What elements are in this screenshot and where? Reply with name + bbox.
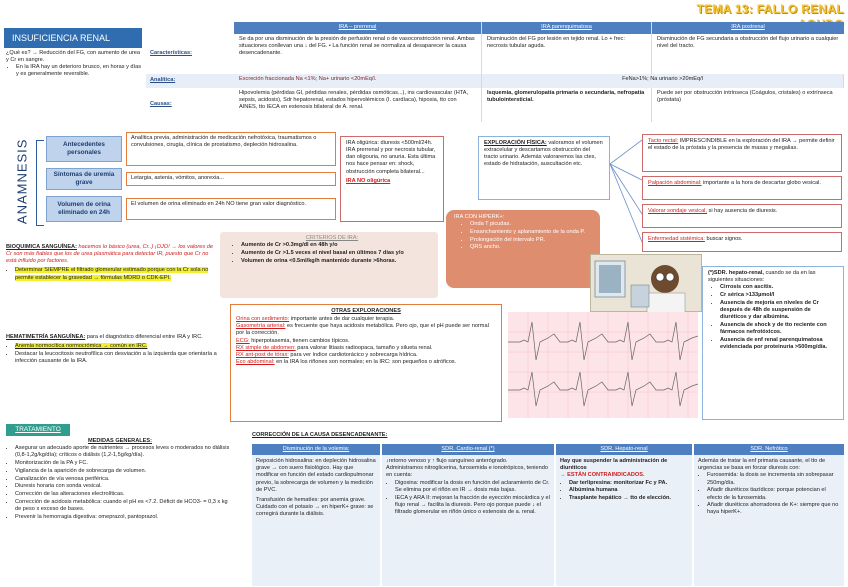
table-header-row <box>146 22 844 34</box>
table-row <box>146 34 844 74</box>
general-measures-block <box>6 438 234 586</box>
criteria-item: • Volumen de orina <0.5ml/kg/h mantenido durante >6horas. <box>241 258 432 265</box>
anamnesis-heading <box>10 136 36 226</box>
other-exam-item <box>236 316 496 323</box>
hematimetria-text: para el diagnóstico diferencial entre IRA y IRC. <box>86 334 203 340</box>
measure-item: • Vigilancia de la aparición de sobrecarga de volumen. <box>15 468 234 475</box>
other-exam-label: ECG: <box>236 337 250 344</box>
correction-cell <box>252 455 380 586</box>
anamnesis-label: Antecedentes personales <box>46 136 122 162</box>
other-exam-text: en la IRA los riñones son normales; en la IRC: son pequeños o atróficos. <box>276 359 457 366</box>
measure-item: • Monitorización de la PA y FC. <box>15 460 234 467</box>
table-header: IRA postrenal <box>652 22 844 34</box>
oliguric-text: IRA oligúrica: diuresis <500ml/24h. IRA prerrenal y por necrosis tubular, dan oligouria, no anuria. Esta última nos hace pensar en: shock, obstrucción completa bilateral... <box>346 140 436 175</box>
anamnesis-text: Letargia, astenia, vómitos, anorexia... <box>126 172 336 186</box>
hepatorenal-item: • Cr sérica >133µmol/l <box>720 292 838 299</box>
correction-cell <box>382 455 554 586</box>
correction-text: Administramos nitroglicerina, furosemida e ionotrópicos, teniendo en cuenta: <box>386 465 548 479</box>
bioquimica-bullet-text: Determinar SIEMPRE el filtrado glomerular estimado porque con la Cr sola no permite establecer la gravedad → fórmulas MDRD o CDK-EPI. <box>15 267 209 281</box>
table-cell: Se da por una disminución de la presión de perfusión renal o de vasoconstricción renal. Ambas situaciones conllevan una ↓ del FG. • La función renal se normaliza al desaparecer la causa desencadenante. <box>234 34 482 74</box>
correction-cell <box>556 455 692 586</box>
correction-item: • Dar terlipresina: monitorizar Fc y PA. <box>569 480 688 487</box>
other-exam-label: Gasometría arterial: <box>236 323 286 330</box>
correction-header: SDR. Cardio-renal (*) <box>382 444 554 455</box>
hyperk-item: • Ensanchamiento y aplanamiento de la onda P. <box>470 229 592 236</box>
correction-item: • Furosemida: la dosis se incrementa sin sobrepasar 250mg/día. <box>707 472 840 486</box>
anamnesis-title: ANAMNESIS <box>14 138 30 224</box>
correction-item: • Añadir diuréticos tiazídicos: porque potencian el efecto de la furosemida. <box>707 487 840 501</box>
correction-item: Transfusión de hematíes: por anemia grave. Cuidado con el potasio → en hiperK+ grave: se corregirá durante la diálisis. <box>256 496 374 518</box>
correction-item: • Trasplante hepático → tto de elección. <box>569 495 688 502</box>
other-exam-text: importante antes de dar cualquier terapia. <box>290 316 395 323</box>
exam-text: buscar signos. <box>706 236 743 242</box>
hyperk-item: • QRS ancho. <box>470 244 592 251</box>
hematimetria-title: HEMATIMETRÍA SANGUÍNEA: <box>6 334 86 340</box>
other-exam-label: Eco abdominal: <box>236 359 275 366</box>
other-exams-box <box>230 304 502 422</box>
correction-item: • IECA y ARA II: mejoran la fracción de eyección miocárdica y el flujo renal → facilita la diuresis. Pero ojo porque puede ↓ el filtrado glomerular en riñón único o estenosis de a. renal. <box>395 495 550 516</box>
exam-label: Palpación abdominal: <box>648 180 702 186</box>
physical-exam-title: EXPLORACIÓN FÍSICA: <box>484 140 547 146</box>
correction-item: • Albúmina humana <box>569 487 688 494</box>
treatment-label: TRATAMIENTO <box>6 424 70 436</box>
intro-bullet <box>16 64 144 78</box>
correction-intro: ↓retorno venoso y ↑ flujo sanguíneo anterógrado. <box>386 458 508 465</box>
correction-header: Disminución de la volemia: <box>252 444 380 455</box>
criteria-item: • Aumento de Cr >1.5 veces el nivel basal en últimos 7 días y/o <box>241 250 432 257</box>
exam-label: Enfermedad sistémica: <box>648 236 705 242</box>
correction-item: • Añadir diuréticos ahorradores de K+: siempre que no haya hiperK+. <box>707 502 840 516</box>
connector-lines <box>608 134 644 250</box>
measure-item: • Corrección de las alteraciones electrolíticas. <box>15 491 234 498</box>
section-title: INSUFICIENCIA RENAL <box>4 28 142 48</box>
table-cell: Isquemia, glomerulopatía primaria o secundaria, nefropatía tubulointersticial. <box>482 88 652 122</box>
row-label: Causas: <box>150 101 172 108</box>
exam-label: Valorar sondaje vesical, <box>648 208 707 214</box>
table-header: IRA parenquimatosa <box>482 22 652 34</box>
hepatorenal-intro: cuando se da en las siguientes situaciones: <box>708 270 816 284</box>
criteria-box <box>220 232 438 298</box>
page-title: TEMA 13: FALLO RENAL <box>696 2 844 16</box>
exam-label: Tacto rectal: <box>648 138 679 144</box>
ecg-strip <box>508 312 698 418</box>
correction-header: SDR. Hepato-renal <box>556 444 692 455</box>
hepatorenal-item: • Ausencia de shock y de tto reciente con fármacos nefrotóxicos. <box>720 322 838 336</box>
table-cell: FeNa>1%; Na urinario >20mEq/l <box>482 74 844 88</box>
intro-bullet-text: En la IRA hay un deterioro brusco, en horas y días y es generalmente reversible. <box>16 64 141 78</box>
other-exam-label: RX ant-post de tórax: <box>236 351 289 358</box>
other-exams-title: OTRAS EXPLORACIONES <box>331 308 401 314</box>
measure-item: • Corrección de acidosis metabólica: cuando el pH es <7.2. Déficit de HCO3- = 0,3 x kg de peso x exceso de bases. <box>15 499 234 513</box>
correction-warning: → ESTÁN CONTRAINDICADOS. <box>560 472 645 479</box>
correction-title <box>252 432 552 442</box>
physical-exam-text: valoramos el volumen extracelular y descartamos obstrucción del tracto urinario. Además valoraremos las ctes, estado de hidratación, auscultación etc. <box>484 140 603 168</box>
exam-sistemica <box>642 232 842 252</box>
table-cell: Disminución de FG secundaria a obstrucción del flujo urinario a cualquier nivel del tracto. <box>657 36 839 50</box>
other-exam-label: Orina con sedimento: <box>236 316 290 323</box>
doctor-drawing <box>591 255 703 313</box>
other-exam-text: es frecuente que haya acidosis metabólica. Pero ojo, que el pH puede ser normal por la corrección. <box>236 323 489 337</box>
other-exam-text: para valorar litiasis radioopaca, tamaño y silueta renal. <box>297 344 433 351</box>
correction-item: • Digoxina: modificar la dosis en función del aclaramiento de Cr. Se elimina por el riñón en IR → dosis más bajas. <box>395 480 550 494</box>
correction-cell <box>694 455 844 586</box>
bioquimica-text: hacemos lo básico (urea, Cr..) ¡OJO! → los valores de Cr son más fiables que los de urea plasmática para detectar IR, puesto que Cr no está influido por factores. <box>6 244 213 265</box>
bioquimica-title: BIOQUIMICA SANGUÍNEA: <box>6 244 77 250</box>
correction-col-hepatorenal <box>556 444 692 586</box>
hematimetria-bullet <box>15 343 220 350</box>
other-exam-item <box>236 338 496 345</box>
doctor-illustration <box>590 254 702 312</box>
other-exam-item <box>236 323 496 337</box>
other-exam-item <box>236 352 496 359</box>
table-row <box>146 88 844 122</box>
general-measures-title: MEDIDAS GENERALES: <box>87 438 153 444</box>
criteria-title: CRITERIOS DE IRA: <box>305 235 359 241</box>
hepatorenal-item: • Ausencia de mejoría en niveles de Cr después de 48h de suspensión de diuréticos y dar albúmina. <box>720 300 838 321</box>
hepatorenal-item: • Ausencia de enf renal parenquimatosa evidenciada por proteinuria >500mg/día. <box>720 337 838 351</box>
table-corner <box>146 22 234 34</box>
hematimetria-bullet-text: Destacar la leucocitosis neutrofílica con desviación a la izquierda que orientaría a infección causante de la IRA. <box>15 350 217 365</box>
other-exam-item <box>236 359 496 366</box>
hyperk-item: • Prolongación del intervalo PR. <box>470 237 592 244</box>
anamnesis-text: Analítica previa, administración de medicación nefrotóxica, traumatismos o convulsiones, cirugía, clínica de prostatismo, depleción hidrosalina. <box>126 132 336 166</box>
table-row <box>146 74 844 88</box>
hyperk-item: • Onda T picudas. <box>470 221 592 228</box>
non-oliguric-text: IRA NO oligúrica <box>346 177 391 184</box>
other-exam-item <box>236 345 496 352</box>
physical-exam-box <box>478 136 610 200</box>
measure-item: • Prevenir la hemorragia digestiva: omeprazol, pantoprazol. <box>15 514 234 521</box>
anamnesis-label: Volumen de orina eliminado en 24h <box>46 196 122 222</box>
correction-header: SDR. Nefrótico <box>694 444 844 455</box>
hematimetria-block <box>6 334 220 414</box>
table-header: IRA – prerrenal <box>234 22 482 34</box>
correction-col-cardiorenal <box>382 444 554 586</box>
correction-col-nefrotico <box>694 444 844 586</box>
measure-item: • Asegurar un adecuado aporte de nutrientes → procesos leves o moderados no diálisis (0,8-1,2g/kg/día); críticos o diálisis (1,2-1,5g/kg/día). <box>15 445 234 459</box>
other-exam-label: RX simple de abdomen: <box>236 344 296 351</box>
table-cell: Puede ser por obstrucción intrínseca (Coágulos, cristales) o extrínseca (próstata) <box>657 90 833 104</box>
exam-text: si hay ausencia de diuresis. <box>708 208 778 214</box>
anamnesis-label: Síntomas de uremia grave <box>46 168 122 190</box>
row-label: Analítica: <box>150 77 176 84</box>
hepatorenal-title: (*)SDR. hepato-renal, <box>708 270 764 276</box>
hematimetria-bullet <box>15 351 220 365</box>
exam-abdominal <box>642 176 842 200</box>
correction-col-volemia <box>252 444 380 586</box>
other-exam-text: hiperpotasemia, tienen cambios típicos. <box>251 337 350 344</box>
intro-definition: ¿Qué es? → Reducción del FG, con aumento de urea y Cr en sangre. <box>6 50 141 64</box>
exam-text: importante a la hora de descartar globo vesical. <box>703 180 821 186</box>
other-exam-text: para ver índice cardiotorácico y sobrecarga hídrica. <box>290 351 418 358</box>
row-label: Características: <box>150 50 192 57</box>
bioquimica-bullet <box>15 267 216 281</box>
anamnesis-text: El volumen de orina eliminado en 24h NO tiene gran valor diagnóstico. <box>126 198 336 220</box>
ecg-trace <box>508 312 698 418</box>
oliguric-box <box>340 136 444 222</box>
correction-title-text: CORRECCIÓN DE LA CAUSA DESENCADENANTE: <box>252 432 388 438</box>
exam-sondaje <box>642 204 842 228</box>
exam-text: IMPRESCINDIBLE en la exploración del IRA → permite definir el estado de la próstata y la presencia de masas y megalias. <box>648 138 835 152</box>
hepatorenal-item: • Cirrosis con ascitis. <box>720 284 838 291</box>
hepatorenal-box <box>702 266 844 420</box>
intro-block <box>6 50 144 79</box>
hyperk-box <box>446 210 600 288</box>
measure-item: • Canalización de vía venosa periférica. <box>15 476 234 483</box>
anamnesis-bracket <box>36 140 44 226</box>
exam-rectal <box>642 134 842 172</box>
bioquimica-block <box>6 244 216 324</box>
correction-table <box>252 444 844 586</box>
ira-types-table <box>146 22 844 122</box>
hematimetria-bullet-text: Anemia normocítica normocrómica → común en IRC. <box>15 343 148 350</box>
correction-intro: Hay que suspender la administración de diuréticos <box>560 458 668 472</box>
table-cell: Excreción fraccionada Na <1%; Na+ urinario <20mEq/l. <box>234 74 482 88</box>
criteria-item: • Aumento de Cr >0.3mg/dl en 48h y/o <box>241 242 432 249</box>
hyperk-title: IRA CON HIPERK+: <box>454 214 505 220</box>
correction-intro: Además de tratar la enf primaria causante, el tto de urgencias se basa en forzar diuresis con: <box>698 458 826 472</box>
correction-item: Reposición hidrosalina: en depleción hidrosalina grave → con suero fisiológico. Hay que modificar en función del estado cardiopulmonar previo, la sobrecarga de volumen y la medición de PVC. <box>256 458 376 493</box>
table-cell: Hipovolemia (pérdidas GI, pérdidas renales, pérdidas osmóticas...), ins cardiovascular (HTA, sepsis, acidosis), Sdr hepatorenal, estados hipervolémicos (I. cardíaca), hipoxia, tto con AINES, tto IECA en estenosis bilateral de A. renal. <box>234 88 482 122</box>
table-cell: Disminución del FG por lesión en tejido renal. Lo + frec: necrosis tubular aguda. <box>482 34 652 74</box>
measure-item: • Diuresis horaria con sonda vesical. <box>15 483 234 490</box>
